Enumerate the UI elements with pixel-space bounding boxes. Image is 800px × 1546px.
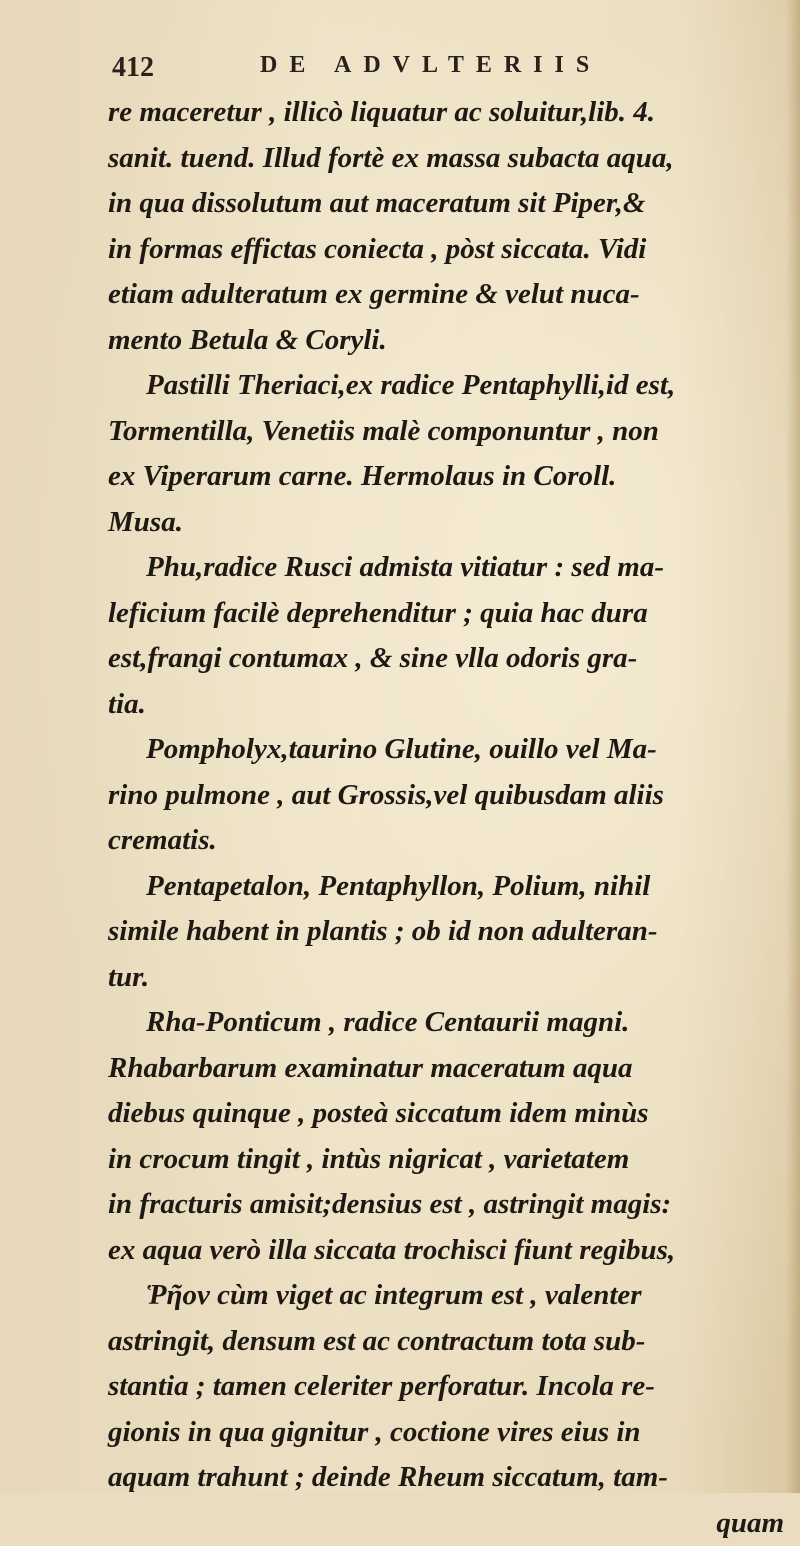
body-text: [108, 90, 788, 1546]
text-line: Rha-Ponticum , radice Centaurii magni.: [108, 1000, 788, 1046]
text-line: tia.: [108, 682, 788, 728]
text-line: mento Betula & Coryli.: [108, 318, 788, 364]
text-line: diebus quinque , posteà siccatum idem minùs: [108, 1091, 788, 1137]
running-head: DE ADVLTERIIS: [260, 52, 601, 79]
text-line: Tormentilla, Venetiis malè componuntur , non: [108, 409, 788, 455]
text-line: in crocum tingit , intùs nigricat , varietatem: [108, 1137, 788, 1183]
text-line: Rhabarbarum examinatur maceratum aqua: [108, 1046, 788, 1092]
text-line: tur.: [108, 955, 788, 1001]
text-line: Ῥῆον cùm viget ac integrum est , valenter: [108, 1273, 788, 1319]
text-line: est,frangi contumax , & sine vlla odoris gra-: [108, 636, 788, 682]
text-line: ex aqua verò illa siccata trochisci fiunt regibus,: [108, 1228, 788, 1274]
page-header: [112, 50, 672, 86]
text-line: Phu,radice Rusci admista vitiatur : sed ma-: [108, 545, 788, 591]
text-line: aquam trahunt ; deinde Rheum siccatum, tam-: [108, 1455, 788, 1501]
text-line: sanit. tuend. Illud fortè ex massa subacta aqua,: [108, 136, 788, 182]
text-line: in fracturis amisit;densius est , astringit magis:: [108, 1182, 788, 1228]
text-line: leficium facilè deprehenditur ; quia hac dura: [108, 591, 788, 637]
text-line: Pentapetalon, Pentaphyllon, Polium, nihil: [108, 864, 788, 910]
text-line: rino pulmone , aut Grossis,vel quibusdam aliis: [108, 773, 788, 819]
text-line: gionis in qua gignitur , coctione vires eius in: [108, 1410, 788, 1456]
text-line: ex Viperarum carne. Hermolaus in Coroll.: [108, 454, 788, 500]
catchword: quam: [108, 1501, 788, 1546]
text-line: Musa.: [108, 500, 788, 546]
text-line: etiam adulteratum ex germine & velut nuca-: [108, 272, 788, 318]
text-line: re maceretur , illicò liquatur ac soluitur,lib. 4.: [108, 90, 788, 136]
text-line: in formas effictas coniecta , pòst siccata. Vidi: [108, 227, 788, 273]
text-line: simile habent in plantis ; ob id non adulteran-: [108, 909, 788, 955]
page-edge-shadow: [786, 0, 800, 1493]
page-number: 412: [112, 52, 154, 84]
text-line: crematis.: [108, 818, 788, 864]
text-line: Pompholyx,taurino Glutine, ouillo vel Ma-: [108, 727, 788, 773]
text-line: in qua dissolutum aut maceratum sit Piper,&: [108, 181, 788, 227]
text-line: stantia ; tamen celeriter perforatur. Incola re-: [108, 1364, 788, 1410]
text-line: Pastilli Theriaci,ex radice Pentaphylli,id est,: [108, 363, 788, 409]
text-line: astringit, densum est ac contractum tota sub-: [108, 1319, 788, 1365]
